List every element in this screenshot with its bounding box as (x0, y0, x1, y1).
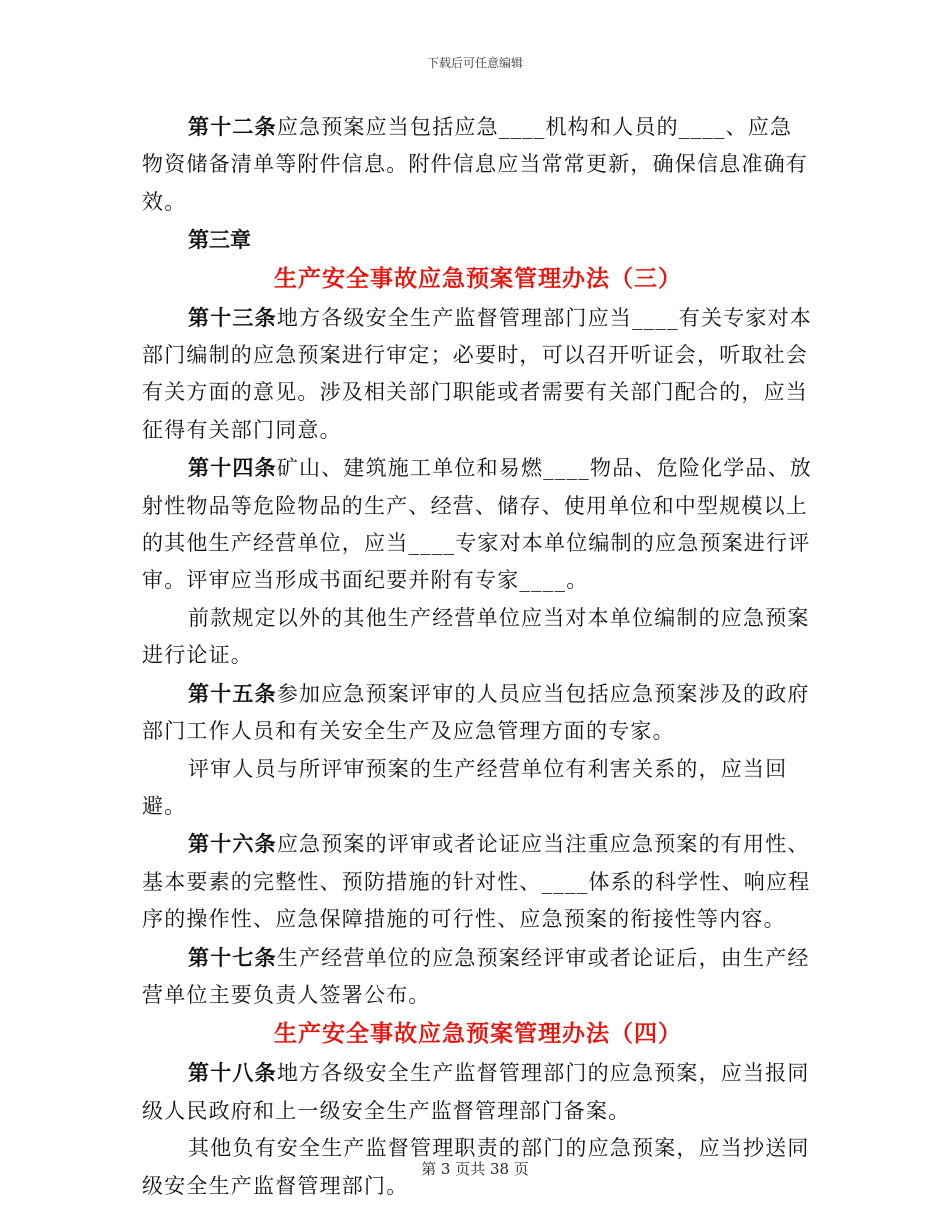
article-text: 应急预案的评审或者论证应当注重应急预案的有用性、基本要素的完整性、预防措施的针对性、____体系的科学性、响应程序的操作性、应急保障措施的可行性、应急预案的衔接性等内容。 (142, 832, 811, 932)
article-text: 矿山、建筑施工单位和易燃____物品、危险化学品、放射性物品等危险物品的生产、经营、储存、使用单位和中型规模以上的其他生产经营单位，应当____专家对本单位编制的应急预案进行评审。评审应当形成书面纪要并附有专家____。 (142, 456, 813, 593)
article-text: 生产经营单位的应急预案经评审或者论证后，由生产经营单位主要负责人签署公布。 (142, 945, 810, 1007)
article-14-paragraph-2: 前款规定以外的其他生产经营单位应当对本单位编制的应急预案进行论证。 (142, 605, 810, 668)
chapter-heading: 第三章 (188, 227, 251, 253)
article-14 (142, 449, 814, 600)
article-number: 第十八条 (188, 1060, 277, 1086)
page-header: 下载后可任意编辑 (426, 56, 523, 70)
article-number: 第十五条 (188, 680, 277, 706)
article-13 (142, 299, 814, 450)
article-12 (142, 108, 814, 221)
article-number: 第十四条 (188, 455, 277, 481)
section-title-3: 生产安全事故应急预案管理办法（三） (274, 264, 682, 292)
article-number: 第十二条 (188, 114, 277, 139)
article-15-paragraph-2: 评审人员与所评审预案的生产经营单位有利害关系的，应当回避。 (142, 756, 788, 818)
article-number: 第十六条 (188, 831, 277, 857)
article-18 (142, 1054, 814, 1130)
section-title-4: 生产安全事故应急预案管理办法（四） (274, 1020, 682, 1048)
page-number: 第 3 页共 38 页 (421, 1160, 529, 1178)
article-text: 地方各级安全生产监督管理部门的应急预案，应当报同级人民政府和上一级安全生产监督管理部门备案。 (142, 1061, 810, 1123)
document-body (142, 108, 814, 1205)
article-16 (142, 825, 814, 938)
article-number: 第十三条 (188, 304, 277, 330)
article-number: 第十七条 (188, 944, 277, 970)
article-text: 应急预案应当包括应急____机构和人员的____、应急物资储备清单等附件信息。附件信息应当常常更新，确保信息准确有效。 (142, 115, 808, 214)
article-18-paragraph-2: 其他负有安全生产监督管理职责的部门的应急预案，应当抄送同级安全生产监督管理部门。 (142, 1136, 810, 1198)
article-text: 参加应急预案评审的人员应当包括应急预案涉及的政府部门工作人员和有关安全生产及应急管理方面的专家。 (142, 681, 810, 744)
article-text: 地方各级安全生产监督管理部门应当____有关专家对本部门编制的应急预案进行审定；必要时，可以召开听证会，听取社会有关方面的意见。涉及相关部门职能或者需要有关部门配合的，应当征得有关部门同意。 (142, 305, 813, 442)
article-15 (142, 675, 814, 751)
article-17 (142, 939, 814, 1015)
